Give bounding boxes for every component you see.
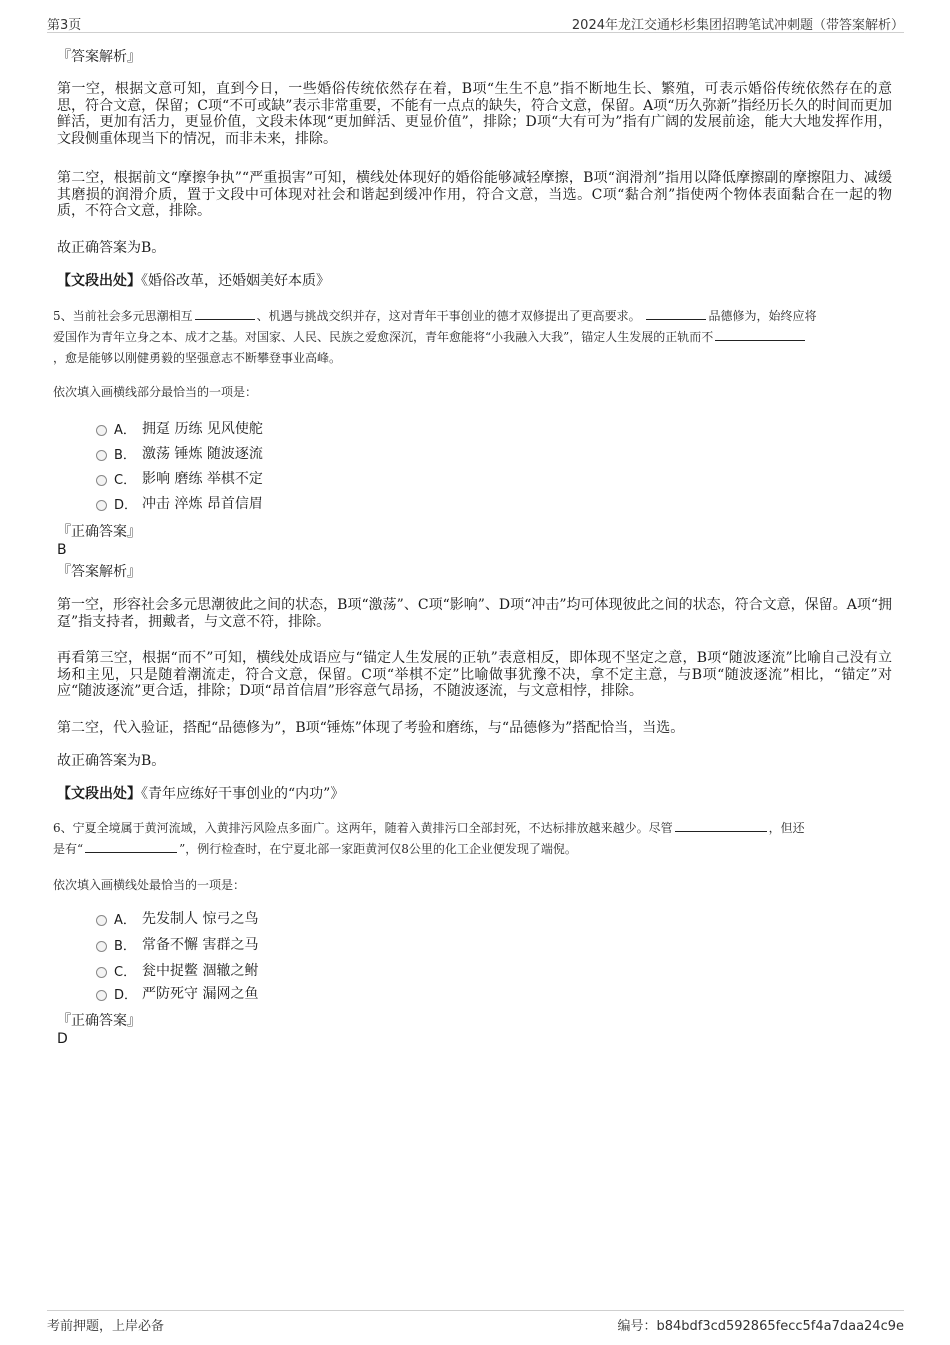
answer-heading: 『正确答案』 [57, 1013, 141, 1029]
option-letter: A． [114, 912, 136, 928]
page-footer [47, 1310, 904, 1333]
option-letter: C． [114, 472, 137, 488]
analysis-paragraph: 第二空，代入验证，搭配“品德修为”，B项“锤炼”体现了考验和磨练，与“品德修为”搭配恰当，当选。 [57, 720, 685, 736]
source-label: 【文段出处】 [57, 786, 141, 802]
correct-answer: D [57, 1031, 68, 1047]
radio-button[interactable] [96, 941, 107, 952]
question-stem [53, 818, 896, 860]
radio-button[interactable] [96, 967, 107, 978]
blank-line [715, 328, 805, 341]
stem-text: ，但还 [768, 821, 805, 835]
option-letter: C． [114, 964, 137, 980]
option-b[interactable] [96, 934, 258, 954]
correct-answer: B [57, 542, 67, 558]
blank-line [195, 307, 255, 320]
conclusion: 故正确答案为B。 [57, 753, 166, 769]
source-title: 《青年应练好干事创业的“内功”》 [141, 786, 345, 802]
option-text: 瓮中捉鳖 涸辙之鲋 [142, 963, 259, 979]
radio-button[interactable] [96, 475, 107, 486]
option-letter: D． [114, 497, 138, 513]
analysis-paragraph: 第一空，根据文意可知，直到今日，一些婚俗传统依然存在着，B项“生生不息”指不断地生长、繁殖，可表示婚俗传统依然存在的意思，符合文意，保留；C项“不可或缺”表示非常重要，不能有一点点的缺失，符合文意，保留。A项“历久弥新”指经历长久的时间而更加鲜活，更加有活力，更显价值，文段未体现“更加鲜活、更显价值”，排除；D项“大有可为”指有广阔的发展前途，能大大地发挥作用，文段侧重体现当下的情况，而非未来，排除。 [57, 81, 892, 147]
source-label: 【文段出处】 [57, 273, 141, 289]
option-letter: D． [114, 987, 138, 1003]
stem-text: 、机遇与挑战交织并存，这对青年干事创业的德才双修提出了更高要求。 [256, 309, 641, 323]
option-d[interactable] [96, 983, 258, 1003]
analysis-paragraph: 再看第三空，根据“而不”可知，横线处成语应与“锚定人生发展的正轨”表意相反，即体现不坚定之意，B项“随波逐流”比喻自己没有立场和主见，只是随着潮流走，符合文意，保留。C项“举棋不定”比喻做事犹豫不决，拿不定主意，与B项“随波逐流”相比，“锚定”对应“随波逐流”更合适，排除；D项“昂首信眉”形容意气昂扬，不随波逐流，与文意相悖，排除。 [57, 650, 892, 699]
option-text: 拥趸 历练 见风使舵 [142, 421, 263, 437]
stem-text: 6、宁夏全境属于黄河流域，入黄排污风险点多面广。这两年，随着入黄排污口全部封死，不达标排放越来越少。尽管 [53, 821, 673, 835]
source-line [57, 786, 892, 802]
radio-button[interactable] [96, 915, 107, 926]
stem-text: ”，例行检查时，在宁夏北部一家距黄河仅8公里的化工企业便发现了端倪。 [179, 842, 577, 856]
option-text: 严防死守 漏网之鱼 [142, 986, 259, 1002]
answer-heading: 『正确答案』 [57, 524, 141, 540]
stem-text: 品德修为，始终应将 [708, 309, 817, 323]
question-prompt: 依次填入画横线部分最恰当的一项是： [53, 385, 258, 399]
source-title: 《婚俗改革，还婚姻美好本质》 [141, 273, 330, 289]
question-prompt: 依次填入画横线处最恰当的一项是： [53, 878, 246, 892]
option-text: 影响 磨练 举棋不定 [142, 471, 263, 487]
document-title: 2024年龙江交通杉杉集团招聘笔试冲刺题（带答案解析） [571, 18, 904, 33]
analysis-paragraph: 第一空，形容社会多元思潮彼此之间的状态，B项“激荡”、C项“影响”、D项“冲击”均可体现彼此之间的状态，符合文意，保留。A项“拥趸”指支持者，拥戴者，与文意不符，排除。 [57, 597, 892, 630]
option-letter: B． [114, 447, 136, 463]
option-c[interactable] [96, 960, 258, 980]
footer-slogan: 考前押题，上岸必备 [47, 1319, 165, 1334]
option-text: 先发制人 惊弓之鸟 [142, 911, 259, 927]
option-text: 冲击 淬炼 昂首信眉 [142, 496, 263, 512]
analysis-heading: 『答案解析』 [57, 49, 141, 65]
page-number: 第3页 [47, 18, 82, 33]
analysis-paragraph: 第二空，根据前文“摩擦争执”“严重损害”可知，横线处体现好的婚俗能够减轻摩擦，B项“润滑剂”指用以降低摩擦副的摩擦阻力、减缓其磨损的润滑介质，置于文段中可体现对社会和谐起到缓冲作用，符合文意，当选。C项“黏合剂”指使两个物体表面黏合在一起的物质，不符合文意，排除。 [57, 170, 892, 219]
stem-text: 5、当前社会多元思潮相互 [53, 309, 193, 323]
option-c[interactable] [96, 468, 263, 488]
blank-line [646, 307, 706, 320]
question-stem [53, 306, 896, 369]
analysis-heading: 『答案解析』 [57, 564, 141, 580]
blank-line [85, 840, 177, 853]
option-d[interactable] [96, 493, 263, 513]
blank-line [675, 819, 767, 832]
option-a[interactable] [96, 418, 263, 438]
conclusion: 故正确答案为B。 [57, 240, 166, 256]
radio-button[interactable] [96, 990, 107, 1001]
radio-button[interactable] [96, 500, 107, 511]
radio-button[interactable] [96, 425, 107, 436]
stem-text: 爱国作为青年立身之本、成才之基。对国家、人民、民族之爱愈深沉，青年愈能将“小我融入大我”，锚定人生发展的正轨而不 [53, 330, 714, 344]
radio-button[interactable] [96, 450, 107, 461]
option-a[interactable] [96, 908, 258, 928]
option-text: 常备不懈 害群之马 [142, 937, 259, 953]
option-letter: B． [114, 938, 136, 954]
page-header [47, 14, 904, 33]
stem-text: ，愈是能够以刚健勇毅的坚强意志不断攀登事业高峰。 [53, 351, 342, 365]
document-code: 编号：b84bdf3cd592865fecc5f4a7daa24c9e [617, 1319, 904, 1334]
option-text: 激荡 锤炼 随波逐流 [142, 446, 263, 462]
stem-text: 是有“ [53, 842, 84, 856]
source-line [57, 273, 892, 289]
option-b[interactable] [96, 443, 263, 463]
option-letter: A． [114, 422, 136, 438]
